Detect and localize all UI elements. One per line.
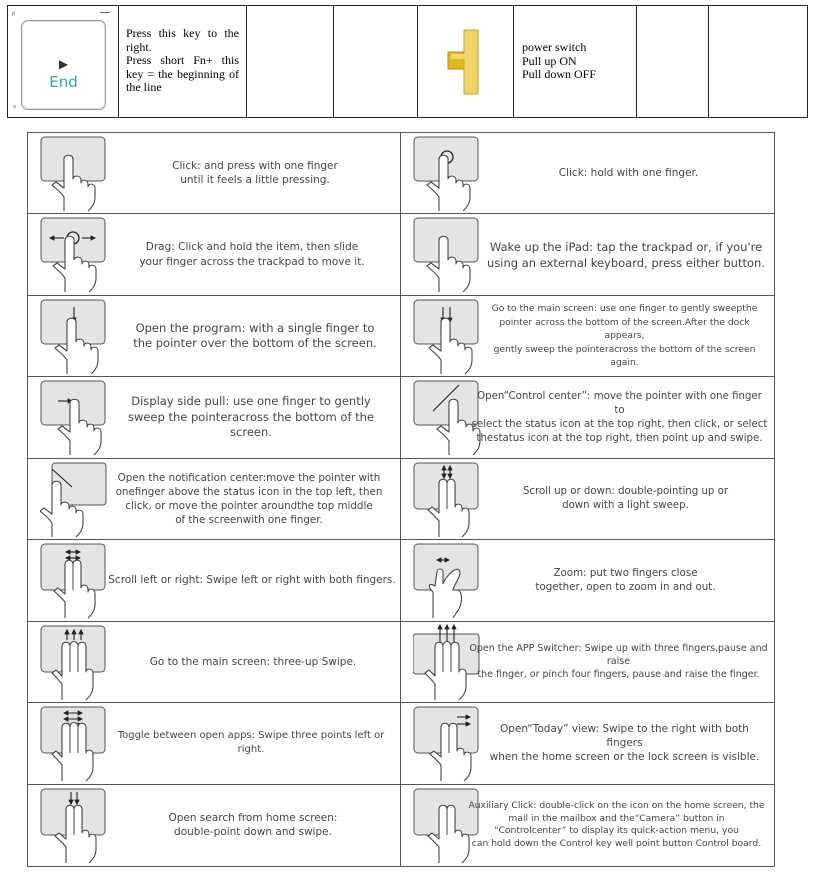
- gesture-description: [114, 785, 392, 866]
- notification-center-icon: [40, 461, 108, 537]
- gesture-cell: [28, 785, 401, 866]
- gesture-description-text: Open search from home screen: double-point down and swipe.: [168, 812, 338, 839]
- gesture-description-text: Drag: Click and hold the item, then slide your finger across the trackpad to move it.: [139, 241, 365, 268]
- click-hold-icon: [413, 135, 481, 211]
- gesture-cell: [28, 296, 401, 377]
- empty-cell: [709, 6, 807, 117]
- gesture-description: [114, 622, 392, 702]
- gesture-description: [486, 214, 766, 294]
- gesture-description-text: Display side pull: use one finger to gently sweep the pointeracross the bottom of the screen.: [127, 394, 375, 440]
- end-key-description: Press this key to the right. Press short Fn+ this key = the beginning of the line: [126, 26, 239, 95]
- empty-cell: [334, 6, 418, 117]
- drag-icon: [40, 216, 108, 292]
- swipe-down-icon: [40, 298, 108, 374]
- gesture-description: [118, 133, 392, 213]
- trackpad-gesture-grid: [27, 132, 775, 867]
- gesture-description: [485, 540, 766, 620]
- gesture-description-text: Click: hold with one finger.: [558, 167, 699, 180]
- gesture-cell: [401, 459, 774, 540]
- gesture-description: [106, 377, 396, 457]
- gesture-cell: [28, 377, 401, 458]
- empty-cell: [637, 6, 709, 117]
- gesture-description-text: Scroll up or down: double-pointing up or down with a light sweep.: [522, 485, 729, 511]
- gesture-cell: [401, 296, 774, 377]
- today-view-icon: [413, 705, 481, 781]
- tap-wake-icon: [413, 216, 481, 292]
- scroll-vertical-icon: [413, 461, 481, 537]
- gesture-description-text: Auxiliary Click: double-click on the icon on the home screen, the mail in the mailbox and the“Camera” button in “Controlcenter” to display its quick-action menu, you can hold down the Control key well point button Control board.: [468, 800, 765, 849]
- gesture-description-text: Open the APP Switcher: Swipe up with three fingers,pause and raise the finger, or pinch four fingers, pause and raise the finger.: [469, 643, 768, 681]
- gesture-cell: [28, 214, 401, 295]
- end-key-image: [21, 20, 106, 110]
- gesture-cell: [28, 133, 401, 214]
- gesture-description: [118, 296, 392, 376]
- gesture-description: [463, 785, 770, 866]
- gesture-cell: [401, 622, 774, 703]
- gesture-description: [481, 703, 768, 783]
- gesture-cell: [28, 459, 401, 540]
- end-key-cell: [8, 6, 119, 117]
- gesture-description: [104, 459, 394, 539]
- key-reference-table: [7, 5, 808, 118]
- gesture-description: [467, 622, 770, 702]
- gesture-description: [491, 133, 766, 213]
- gesture-cell: [401, 703, 774, 784]
- empty-cell: [247, 6, 334, 117]
- gesture-cell: [401, 785, 774, 866]
- keycap-corner-mark: P: [12, 12, 16, 18]
- end-key-description-cell: [119, 6, 247, 117]
- gesture-cell: [28, 622, 401, 703]
- gesture-description: [118, 214, 386, 294]
- gesture-description: [104, 703, 398, 783]
- three-finger-up-icon: [40, 624, 108, 700]
- gesture-description-text: Zoom: put two fingers close together, open to zoom in and out.: [535, 567, 716, 594]
- gesture-cell: [28, 703, 401, 784]
- gesture-description-text: Wake up the iPad: tap the trackpad or, if you're using an external keyboard, press either button.: [487, 239, 765, 270]
- scroll-horizontal-icon: [40, 542, 108, 618]
- zoom-icon: [413, 542, 481, 618]
- power-switch-description-cell: [514, 6, 637, 117]
- keycap-corner-line: [100, 12, 110, 13]
- keycap-corner-mark: a: [13, 104, 16, 110]
- gesture-description-text: Scroll left or right: Swipe left or right with both fingers.: [108, 574, 396, 587]
- double-swipe-down-icon: [413, 298, 481, 374]
- gesture-description-text: Go to the main screen: use one finger to gently sweepthe pointer across the bottom of the screen.After the dock appears, gently sweep the pointeracross the bottom of the screen again.: [491, 303, 758, 369]
- right-arrow-icon: ▶: [58, 57, 69, 71]
- gesture-cell: [401, 540, 774, 621]
- gesture-description-text: Open“Control center”: move the pointer with one finger to select the status icon at the top right, then click, or select thestatus icon at the top right, then point up and swipe.: [471, 390, 768, 444]
- click-icon: [40, 135, 108, 211]
- two-finger-down-icon: [40, 787, 108, 863]
- gesture-cell: [401, 377, 774, 458]
- gesture-description-text: Open the notification center:move the pointer with onefinger above the status icon in the top left, then click, or move the pointer aroundthe top middle of the screenwith one finger.: [115, 471, 383, 526]
- gesture-description: [471, 377, 768, 457]
- end-key-label: End: [49, 73, 78, 91]
- power-switch-cell: [418, 6, 514, 117]
- gesture-cell: [401, 214, 774, 295]
- power-switch-icon: [418, 6, 514, 117]
- gesture-description-text: Toggle between open apps: Swipe three points left or right.: [117, 730, 385, 756]
- gesture-description-text: Open the program: with a single finger to the pointer over the bottom of the screen.: [133, 320, 377, 351]
- gesture-cell: [28, 540, 401, 621]
- power-switch-description: power switch Pull up ON Pull down OFF: [522, 40, 597, 82]
- gesture-description: [481, 296, 768, 376]
- gesture-cell: [401, 133, 774, 214]
- gesture-description-text: Open“Today” view: Swipe to the right with both fingers when the home screen or the lock screen is visible.: [489, 723, 760, 764]
- gesture-description-text: Go to the main screen: three-up Swipe.: [149, 655, 357, 668]
- gesture-description: [108, 540, 396, 620]
- gesture-description-text: Click: and press with one finger until it feels a little pressing.: [172, 159, 338, 187]
- three-finger-horizontal-icon: [40, 705, 108, 781]
- gesture-description: [485, 459, 766, 539]
- swipe-right-icon: [40, 379, 108, 455]
